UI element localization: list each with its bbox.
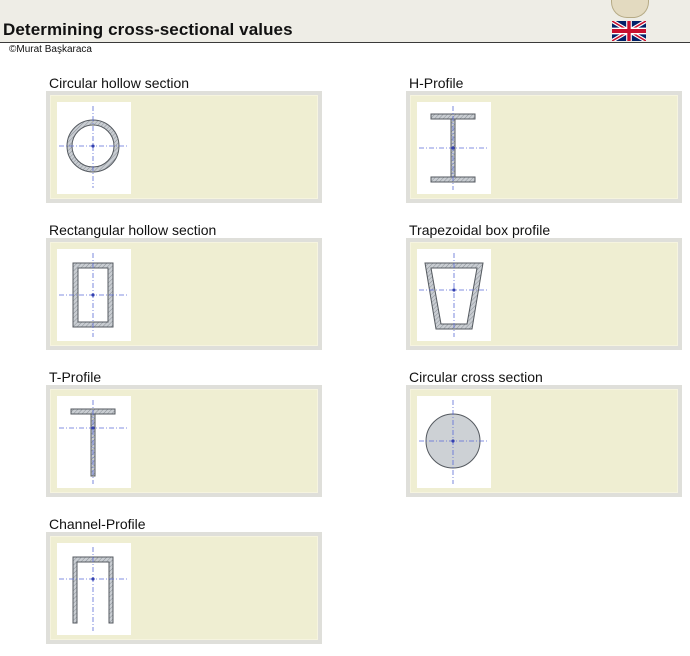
- card-panel: [50, 389, 318, 493]
- card-h-profile[interactable]: [406, 91, 682, 203]
- t-profile-icon[interactable]: [57, 396, 131, 488]
- card-circular-hollow-section[interactable]: [46, 91, 322, 203]
- h-profile-icon[interactable]: [417, 102, 491, 194]
- card-panel: [410, 389, 678, 493]
- card-panel: [50, 536, 318, 640]
- card-panel: [50, 95, 318, 199]
- card-panel: [410, 95, 678, 199]
- trapezoidal-box-profile-icon[interactable]: [417, 249, 491, 341]
- circular-hollow-section-icon[interactable]: [57, 102, 131, 194]
- section-label-circular-cross: Circular cross section: [409, 369, 543, 385]
- uk-flag-icon[interactable]: [612, 21, 646, 41]
- card-t-profile[interactable]: [46, 385, 322, 497]
- card-rectangular-hollow-section[interactable]: [46, 238, 322, 350]
- rectangular-hollow-section-icon[interactable]: [57, 249, 131, 341]
- channel-profile-icon[interactable]: [57, 543, 131, 635]
- page-title: Determining cross-sectional values: [3, 20, 293, 39]
- card-channel-profile[interactable]: [46, 532, 322, 644]
- copyright-text: ©Murat Başkaraca: [9, 44, 92, 55]
- section-label-t-profile: T-Profile: [49, 369, 102, 385]
- section-label-trapezoidal-box: Trapezoidal box profile: [409, 222, 551, 238]
- section-label-channel-profile: Channel-Profile: [49, 516, 146, 532]
- card-panel: [410, 242, 678, 346]
- card-panel: [50, 242, 318, 346]
- card-circular-cross-section[interactable]: [406, 385, 682, 497]
- section-label-circular-hollow: Circular hollow section: [49, 75, 190, 91]
- section-label-rectangular-hollow: Rectangular hollow section: [49, 222, 217, 238]
- section-label-h-profile: H-Profile: [409, 75, 464, 91]
- card-trapezoidal-box-profile[interactable]: [406, 238, 682, 350]
- circular-cross-section-icon[interactable]: [417, 396, 491, 488]
